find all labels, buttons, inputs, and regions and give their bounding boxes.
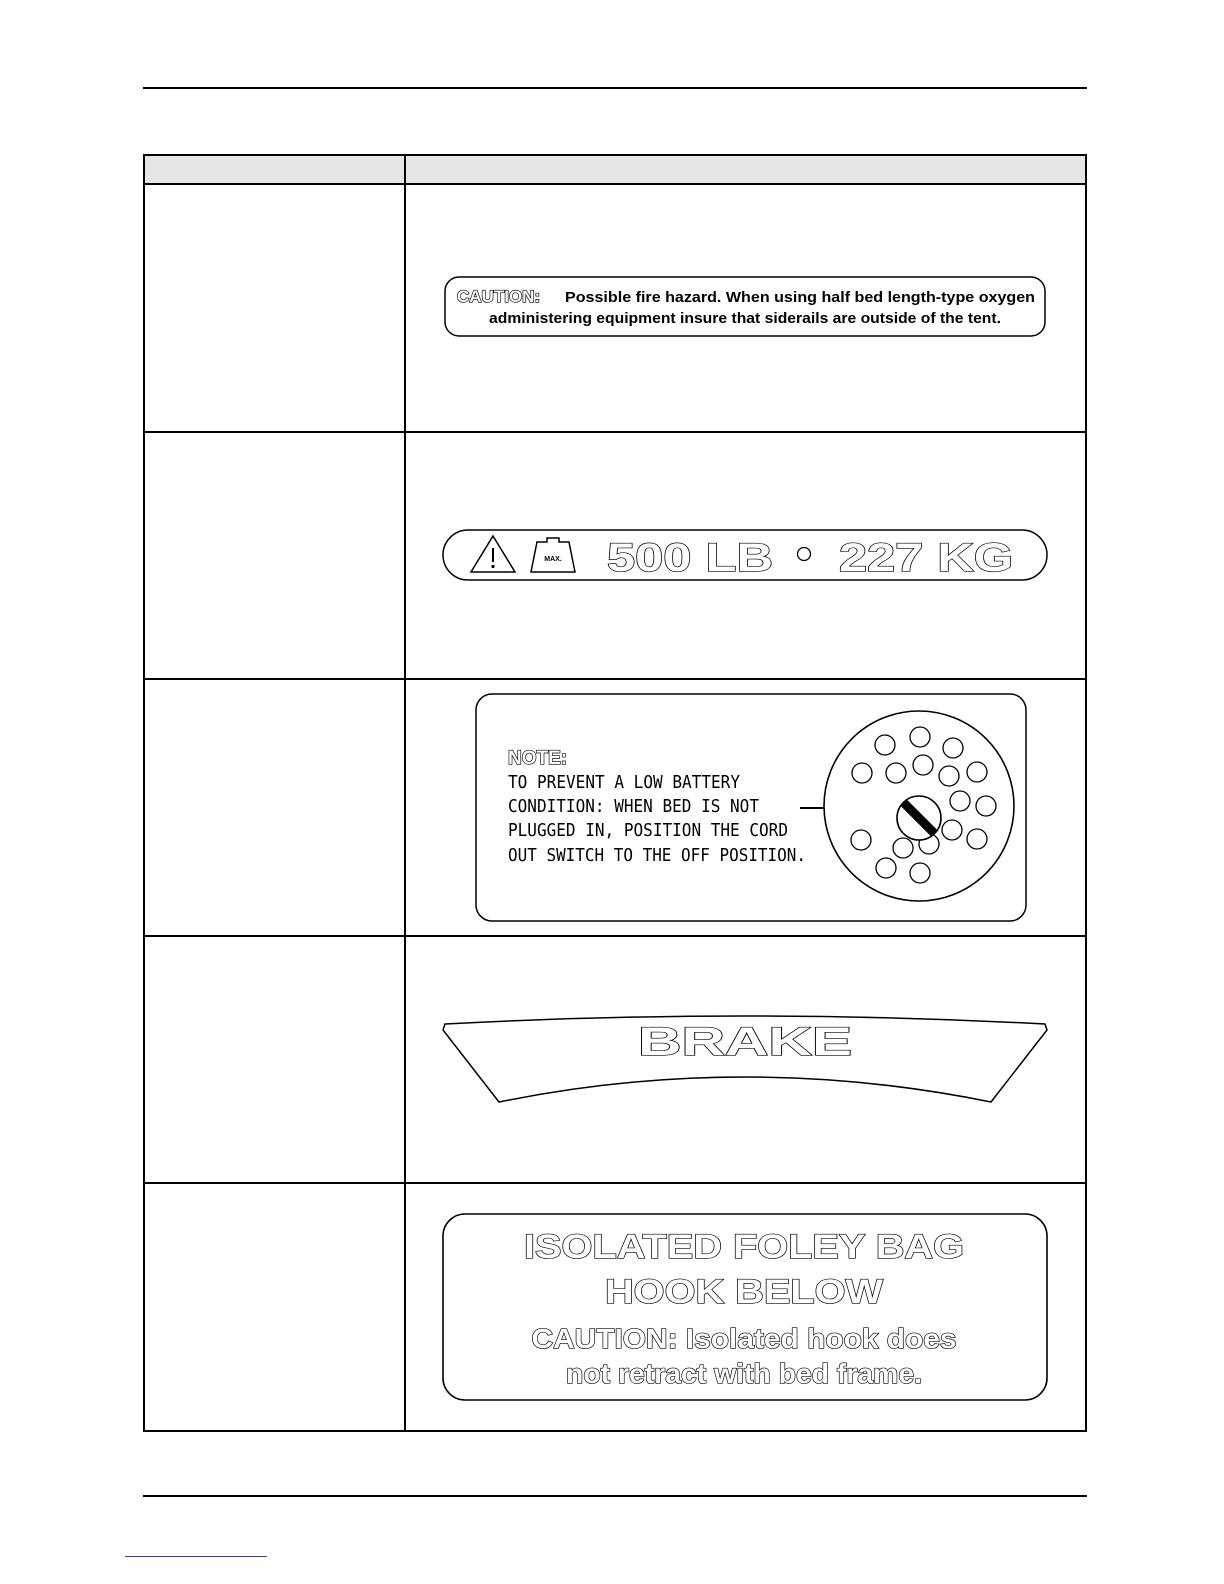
weight-pounds: 500 LB — [607, 536, 773, 580]
weight-separator-dot — [798, 548, 811, 561]
caution-line-1: Possible fire hazard. When using half bed length-type oxygen — [565, 290, 1035, 306]
row-divider — [145, 678, 1085, 680]
max-weight-decal — [441, 528, 1050, 583]
note-line-1: TO PREVENT A LOW BATTERY — [508, 772, 741, 793]
weight-kilograms: 227 KG — [839, 536, 1013, 580]
brake-label: BRAKE — [638, 1020, 852, 1064]
row-divider — [145, 1182, 1085, 1184]
foley-heading-line-2: HOOK BELOW — [605, 1273, 885, 1311]
header-rule — [143, 87, 1087, 89]
cord-out-switch-icon — [824, 711, 1014, 901]
caution-title: CAUTION: — [457, 287, 541, 306]
foley-caution-line-1: CAUTION: Isolated hook does — [531, 1323, 957, 1354]
note-title: NOTE: — [508, 748, 568, 769]
max-weight-icon-label: MAX. — [544, 556, 562, 563]
note-line-2: CONDITION: WHEN BED IS NOT — [508, 796, 760, 817]
row-divider — [145, 935, 1085, 937]
caution-fire-hazard-decal — [443, 275, 1048, 339]
footer-rule — [143, 1495, 1087, 1497]
foley-bag-hook-decal — [441, 1212, 1050, 1403]
footer-link-underline[interactable] — [125, 1556, 267, 1557]
table-header-row — [145, 156, 1085, 185]
low-battery-note-decal — [474, 692, 1029, 924]
foley-caution-line-2: not retract with bed frame. — [566, 1358, 922, 1389]
note-line-4: OUT SWITCH TO THE OFF POSITION. — [508, 845, 806, 866]
foley-heading-line-1: ISOLATED FOLEY BAG — [524, 1228, 964, 1266]
caution-line-2: administering equipment insure that siderails are outside of the tent. — [489, 311, 1001, 327]
note-line-3: PLUGGED IN, POSITION THE CORD — [508, 820, 788, 841]
max-weight-icon — [531, 538, 575, 572]
column-divider — [404, 156, 406, 1430]
brake-decal — [441, 1012, 1050, 1108]
row-divider — [145, 431, 1085, 433]
